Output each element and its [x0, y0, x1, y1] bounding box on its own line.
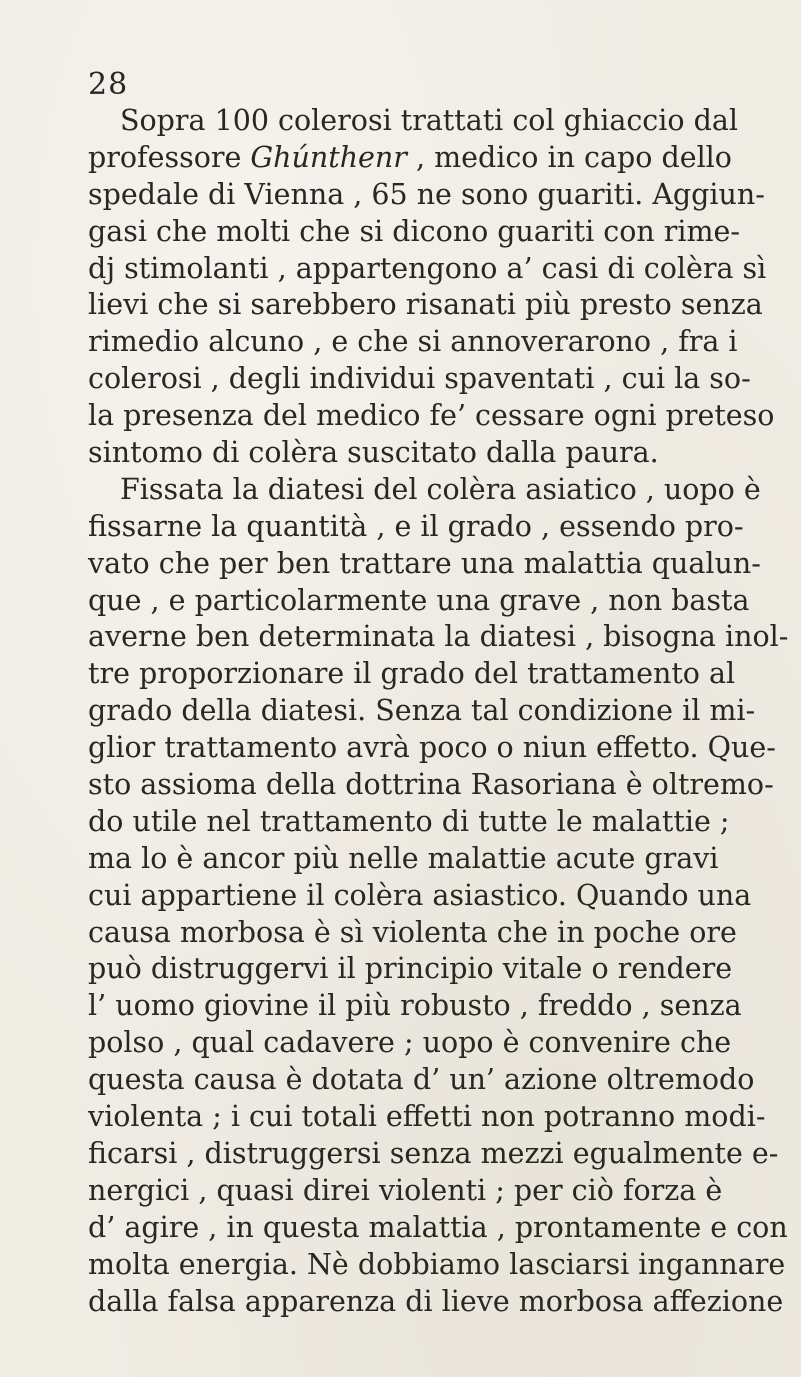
- text-line: grado della diatesi. Senza tal condizione il mi-: [88, 694, 756, 728]
- text-line: d’ agire , in questa malattia , prontamente e con: [88, 1210, 788, 1244]
- text-line: ficarsi , distruggersi senza mezzi egualmente e-: [88, 1136, 779, 1170]
- text-line: vato che per ben trattare una malattia qualun-: [88, 546, 761, 580]
- text-line: questa causa è dotata d’ un’ azione oltremodo: [88, 1063, 755, 1097]
- text-line: polso , qual cadavere ; uopo è convenire che: [88, 1026, 732, 1060]
- text-line: spedale di Vienna , 65 ne sono guariti. Aggiun-: [88, 177, 765, 211]
- text-line: sto assioma della dottrina Rasoriana è oltremo-: [88, 768, 774, 802]
- body-text: [88, 103, 789, 1320]
- author-name-italic: Ghúnthenr: [250, 140, 407, 174]
- text-line: fissarne la quantità , e il grado , essendo pro-: [88, 509, 744, 543]
- text-line: dalla falsa apparenza di lieve morbosa affezione: [88, 1284, 784, 1318]
- text-line: Sopra 100 colerosi trattati col ghiaccio dal: [120, 104, 738, 137]
- text-line: averne ben determinata la diatesi , bisogna inol-: [88, 620, 789, 654]
- text-line: molta energia. Nè dobbiamo lasciarsi ingannare: [88, 1247, 786, 1281]
- text-line: que , e particolarmente una grave , non basta: [88, 583, 750, 617]
- text-line: glior trattamento avrà poco o niun effetto. Que-: [88, 731, 776, 765]
- text-line: ma lo è ancor più nelle malattie acute gravi: [88, 841, 719, 875]
- text-line: tre proporzionare il grado del trattamento al: [88, 657, 736, 691]
- text-line: cui appartiene il colèra asiastico. Quando una: [88, 878, 752, 912]
- text-line: dj stimolanti , appartengono a’ casi di colèra sì: [88, 251, 767, 285]
- text-line: può distruggervi il principio vitale o rendere: [88, 952, 733, 986]
- text-line: professore Ghúnthenr , medico in capo dello: [88, 140, 732, 174]
- text-line: l’ uomo giovine il più robusto , freddo , senza: [88, 989, 742, 1023]
- text-line: sintomo di colèra suscitato dalla paura.: [88, 436, 659, 470]
- text-line: lievi che si sarebbero risanati più presto senza: [88, 288, 763, 322]
- text-line: do utile nel trattamento di tutte le malattie ;: [88, 804, 730, 838]
- text-line: violenta ; i cui totali effetti non potranno modi-: [88, 1100, 766, 1134]
- text-line: gasi che molti che si dicono guariti con rime-: [88, 214, 741, 248]
- text-line: nergici , quasi direi violenti ; per ciò forza è: [88, 1173, 723, 1207]
- text-line: causa morbosa è sì violenta che in poche ore: [88, 915, 737, 949]
- text-line: Fissata la diatesi del colèra asiatico , uopo è: [120, 472, 761, 506]
- text-line: la presenza del medico fe’ cessare ogni preteso: [88, 399, 775, 433]
- page-number: 28: [88, 67, 129, 102]
- text-line: colerosi , degli individui spaventati , cui la so-: [88, 362, 751, 396]
- text-line: rimedio alcuno , e che si annoverarono , fra i: [88, 325, 738, 359]
